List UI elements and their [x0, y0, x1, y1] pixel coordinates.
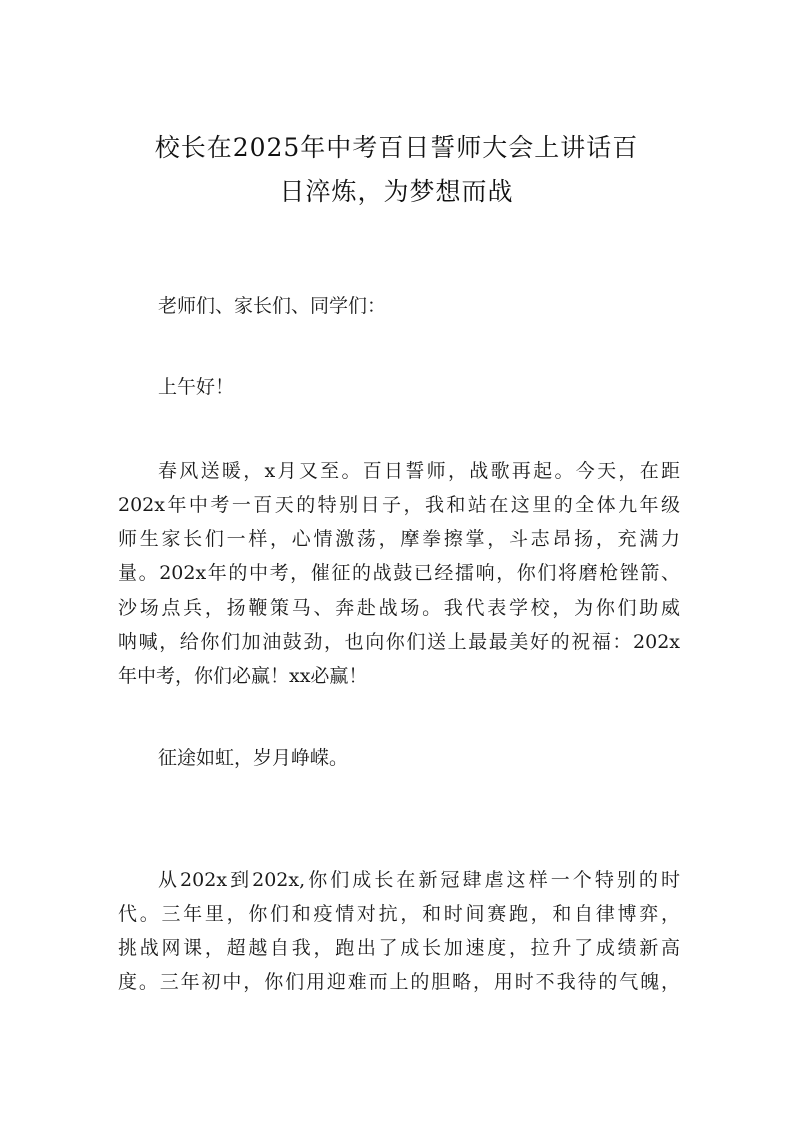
paragraph-line: 挑战网课，超越自我，跑出了成长加速度，拉升了成绩新高 — [118, 937, 680, 959]
paragraph-line: 202x年中考一百天的特别日子，我和站在这里的全体九年级 — [118, 494, 680, 516]
paragraph-line: 师生家长们一样，心情激荡，摩拳擦掌，斗志昂扬，充满力 — [118, 528, 680, 550]
paragraph-line: 量。202x年的中考，催征的战鼓已经擂响，你们将磨枪锉箭、 — [118, 562, 680, 584]
paragraph-2: 征途如虹，岁月峥嵘。 — [158, 747, 349, 769]
paragraph-line: 沙场点兵，扬鞭策马、奔赴战场。我代表学校，为你们助威 — [118, 597, 680, 619]
title-line-2: 日淬炼，为梦想而战 — [279, 177, 514, 206]
paragraph-line: 从202x到202x,你们成长在新冠肆虐这样一个特别的时 — [158, 869, 680, 891]
salutation: 老师们、家长们、同学们： — [158, 295, 387, 317]
paragraph-line: 度。三年初中，你们用迎难而上的胆略，用时不我待的气魄， — [118, 971, 680, 993]
paragraph-line: 代。三年里，你们和疫情对抗，和时间赛跑，和自律博弈， — [118, 903, 680, 925]
title-line-1: 校长在2025年中考百日誓师大会上讲话百 — [154, 133, 639, 162]
paragraph-line: 呐喊，给你们加油鼓劲，也向你们送上最最美好的祝福：202x — [118, 631, 680, 653]
greeting: 上午好！ — [158, 376, 235, 398]
paragraph-line: 年中考，你们必赢！xx必赢！ — [118, 665, 368, 687]
paragraph-line: 春风送暖，x月又至。百日誓师，战歌再起。今天，在距 — [158, 460, 680, 482]
